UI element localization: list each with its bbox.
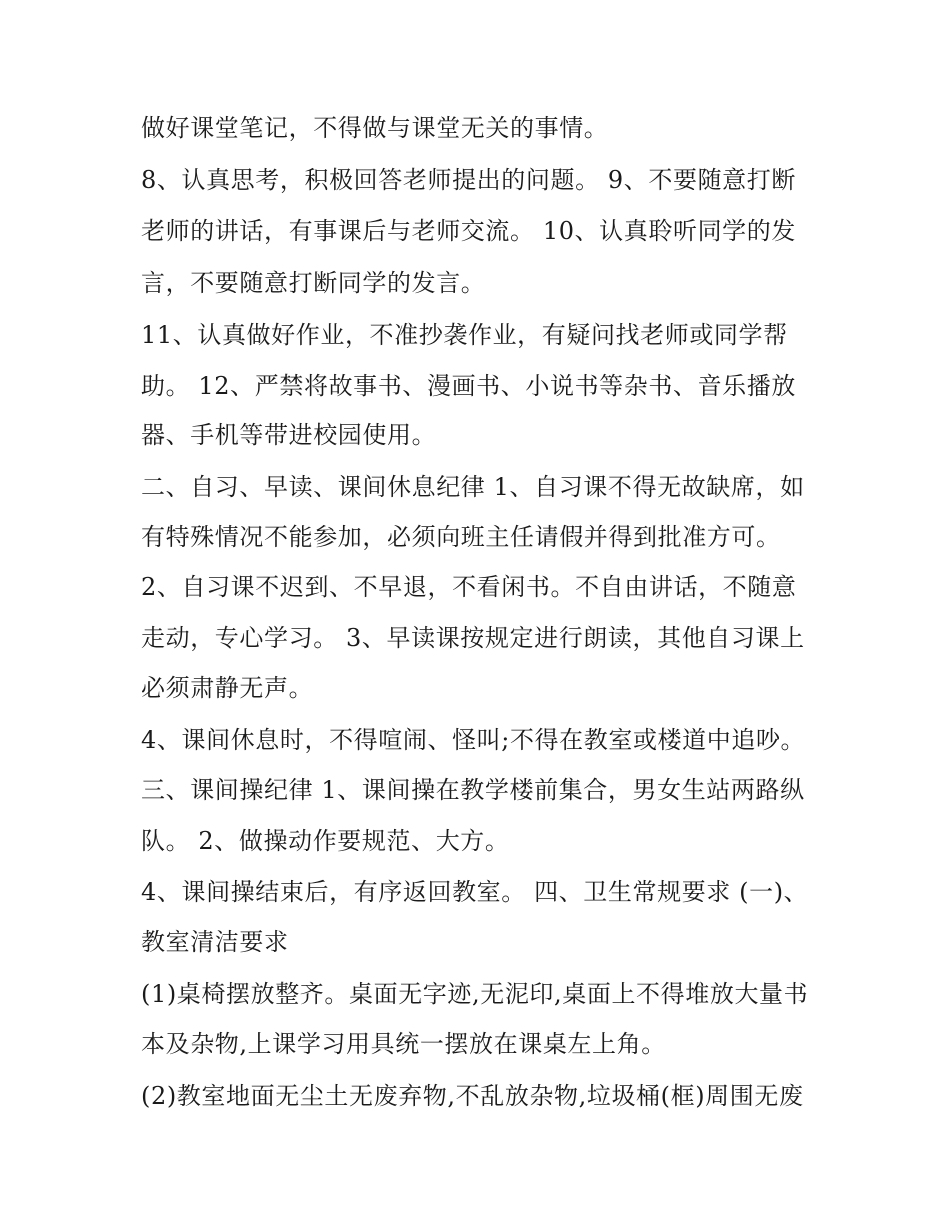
text-line: 必须肃静无声。 (141, 674, 314, 702)
text-line: 4、课间操结束后，有序返回教室。 四、卫生常规要求 (一)、 (141, 878, 809, 906)
text-line: 有特殊情况不能参加，必须向班主任请假并得到批准方可。 (141, 523, 781, 551)
text-line: 二、自习、早读、课间休息纪律 1、自习课不得无故缺席，如 (141, 473, 805, 501)
text-line: 2、自习课不迟到、不早退，不看闲书。不自由讲话，不随意 (141, 573, 797, 601)
text-line: 队。 2、做操动作要规范、大方。 (141, 827, 510, 855)
text-line: 11、认真做好作业，不准抄袭作业，有疑问找老师或同学帮 (141, 321, 788, 349)
text-line: 三、课间操纪律 1、课间操在教学楼前集合，男女生站两路纵 (141, 776, 805, 804)
text-line: 本及杂物,上课学习用具统一摆放在课桌左上角。 (141, 1030, 666, 1058)
text-line: 器、手机等带进校园使用。 (141, 421, 437, 449)
text-line: 4、课间休息时，不得喧闹、怪叫;不得在教室或楼道中追吵。 (141, 726, 806, 754)
text-line: 走动，专心学习。 3、早读课按规定进行朗读，其他自习课上 (141, 624, 805, 652)
text-line: 8、认真思考，积极回答老师提出的问题。 9、不要随意打断 (141, 166, 796, 194)
text-line: 教室清洁要求 (141, 928, 289, 956)
text-line: 助。 12、严禁将故事书、漫画书、小说书等杂书、音乐播放 (141, 372, 796, 400)
text-line: 做好课堂笔记，不得做与课堂无关的事情。 (141, 114, 609, 142)
text-line: 老师的讲话，有事课后与老师交流。 10、认真聆听同学的发 (141, 217, 796, 245)
text-line: (2)教室地面无尘土无废弃物,不乱放杂物,垃圾桶(框)周围无废 (141, 1082, 804, 1110)
text-line: (1)桌椅摆放整齐。桌面无字迹,无泥印,桌面上不得堆放大量书 (141, 980, 809, 1008)
text-line: 言，不要随意打断同学的发言。 (141, 269, 486, 297)
